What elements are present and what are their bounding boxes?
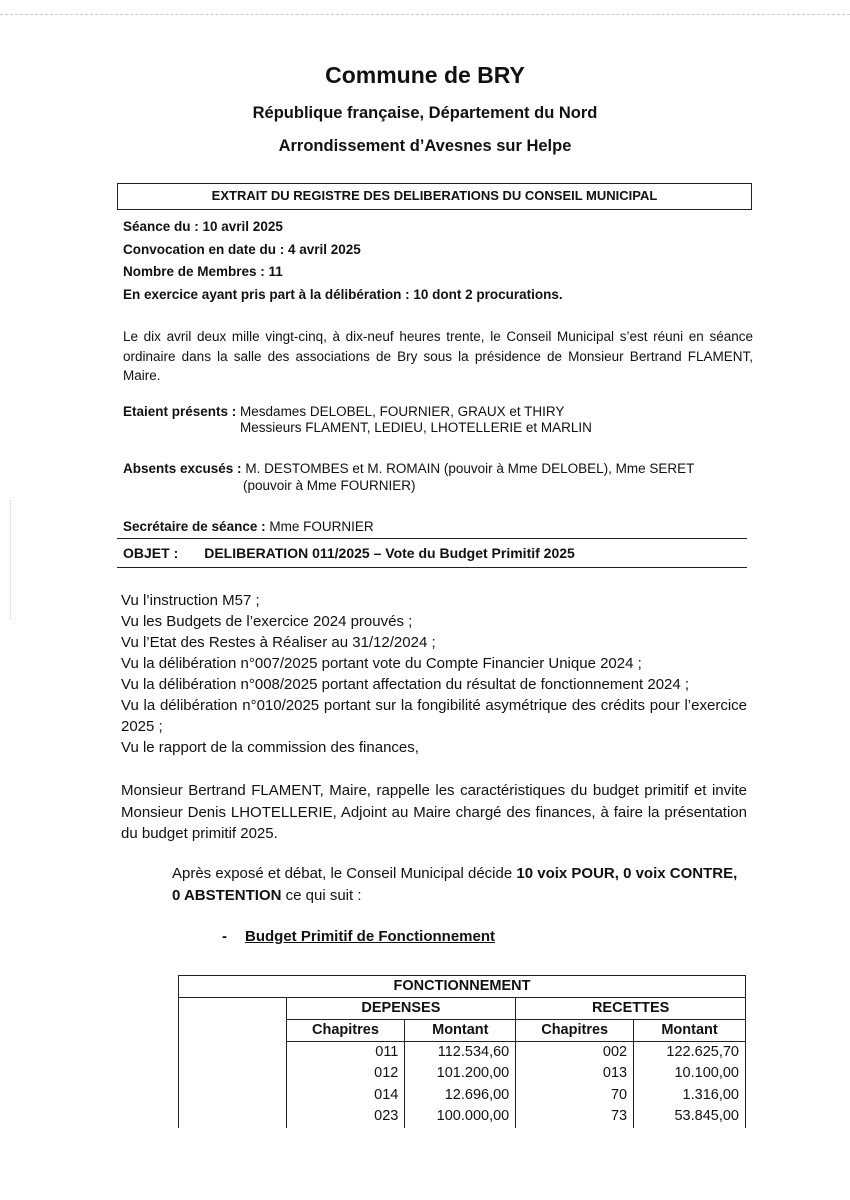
table-group-row xyxy=(179,998,746,1020)
commune-title: Commune de BRY xyxy=(325,62,525,88)
depenses-chapitre: 012 xyxy=(286,1063,405,1085)
secretaire-line xyxy=(123,517,753,537)
convocation-date: Convocation en date du : 4 avril 2025 xyxy=(123,242,361,257)
presents-line xyxy=(123,402,753,422)
fonctionnement-table xyxy=(178,975,746,1128)
objet-bottom-rule xyxy=(117,567,747,568)
vu-line: Vu l’instruction M57 ; xyxy=(121,592,260,609)
absents-pouvoir: (pouvoir à Mme FOURNIER) xyxy=(243,478,416,493)
recettes-montant: 1.316,00 xyxy=(634,1085,746,1107)
arrondissement-subtitle: Arrondissement d’Avesnes sur Helpe xyxy=(278,137,572,155)
membres-count: Nombre de Membres : 11 xyxy=(123,264,283,279)
recettes-chapitres-header: Chapitres xyxy=(516,1020,634,1042)
presents-mesdames: Mesdames DELOBEL, FOURNIER, GRAUX et THIRY xyxy=(240,404,565,419)
vu-line: Vu la délibération n°007/2025 portant vote du Compte Financier Unique 2024 ; xyxy=(121,655,642,672)
objet-top-rule xyxy=(117,538,747,539)
recettes-chapitre: 73 xyxy=(516,1106,634,1128)
seance-date: Séance du : 10 avril 2025 xyxy=(123,219,283,234)
exercice-count: En exercice ayant pris part à la délibération : 10 dont 2 procurations. xyxy=(123,287,563,302)
extract-title-box: EXTRAIT DU REGISTRE DES DELIBERATIONS DU CONSEIL MUNICIPAL xyxy=(117,183,752,210)
table-title: FONCTIONNEMENT xyxy=(179,976,746,998)
decision-paragraph xyxy=(172,863,747,906)
recettes-montant: 122.625,70 xyxy=(634,1042,746,1064)
depenses-montant: 12.696,00 xyxy=(405,1085,516,1107)
budget-section-heading xyxy=(222,928,495,945)
depenses-chapitre: 014 xyxy=(286,1085,405,1107)
recettes-montant-header: Montant xyxy=(634,1020,746,1042)
intro-paragraph: Le dix avril deux mille vingt-cinq, à dix-neuf heures trente, le Conseil Municipal s’est réuni en séance ordinaire dans la salle des associations de Bry sous la présidence de Monsieur Bertrand FLAMENT, Maire. xyxy=(123,329,753,383)
depenses-header: DEPENSES xyxy=(286,998,516,1020)
secretaire-label: Secrétaire de séance : xyxy=(123,519,266,534)
bullet-dash: - xyxy=(222,928,227,945)
depenses-montant: 112.534,60 xyxy=(405,1042,516,1064)
presentation-paragraph: Monsieur Bertrand FLAMENT, Maire, rappelle les caractéristiques du budget primitif et invite Monsieur Denis LHOTELLERIE, Adjoint au Maire chargé des finances, à faire la présentation du budget primitif 2025. xyxy=(121,782,747,842)
budget-section-title: Budget Primitif de Fonctionnement xyxy=(245,928,495,945)
table-title-row xyxy=(179,976,746,998)
vu-line: Vu les Budgets de l’exercice 2024 prouvés ; xyxy=(121,613,413,630)
scan-border-top xyxy=(0,14,850,15)
vu-line: Vu le rapport de la commission des finances, xyxy=(121,739,419,756)
depenses-chapitres-header: Chapitres xyxy=(286,1020,405,1042)
scan-border-side xyxy=(10,500,11,620)
recettes-montant: 53.845,00 xyxy=(634,1106,746,1128)
recettes-header: RECETTES xyxy=(516,998,746,1020)
vu-line: Vu la délibération n°008/2025 portant affectation du résultat de fonctionnement 2024 ; xyxy=(121,676,690,693)
presents-label: Etaient présents : xyxy=(123,404,237,419)
republique-subtitle: République française, Département du Nord xyxy=(252,104,598,122)
recettes-chapitre: 013 xyxy=(516,1063,634,1085)
presents-messieurs: Messieurs FLAMENT, LEDIEU, LHOTELLERIE et MARLIN xyxy=(240,420,592,435)
objet-text: DELIBERATION 011/2025 – Vote du Budget Primitif 2025 xyxy=(204,545,575,561)
decision-vote: 10 voix POUR, 0 voix CONTRE, 0 ABSTENTION xyxy=(172,865,738,904)
objet-line xyxy=(123,545,575,561)
recettes-chapitre: 002 xyxy=(516,1042,634,1064)
absents-names: M. DESTOMBES et M. ROMAIN (pouvoir à Mme DELOBEL), Mme SERET xyxy=(245,461,695,476)
vu-line: Vu l’Etat des Restes à Réaliser au 31/12/2024 ; xyxy=(121,634,436,651)
depenses-montant: 100.000,00 xyxy=(405,1106,516,1128)
recettes-montant: 10.100,00 xyxy=(634,1063,746,1085)
objet-label: OBJET : xyxy=(123,545,179,561)
depenses-chapitre: 011 xyxy=(286,1042,405,1064)
decision-prefix: Après exposé et débat, le Conseil Municipal décide xyxy=(172,865,517,882)
depenses-montant: 101.200,00 xyxy=(405,1063,516,1085)
secretaire-value: Mme FOURNIER xyxy=(269,519,374,534)
depenses-montant-header: Montant xyxy=(405,1020,516,1042)
vu-list xyxy=(121,590,747,758)
decision-suffix: ce qui suit : xyxy=(281,886,362,904)
absents-label: Absents excusés : xyxy=(123,461,242,476)
absents-line xyxy=(123,459,753,479)
vu-line: Vu la délibération n°010/2025 portant sur la fongibilité asymétrique des crédits pour l’exercice 2025 ; xyxy=(121,697,747,735)
depenses-chapitre: 023 xyxy=(286,1106,405,1128)
recettes-chapitre: 70 xyxy=(516,1085,634,1107)
table-empty-column xyxy=(179,998,287,1128)
